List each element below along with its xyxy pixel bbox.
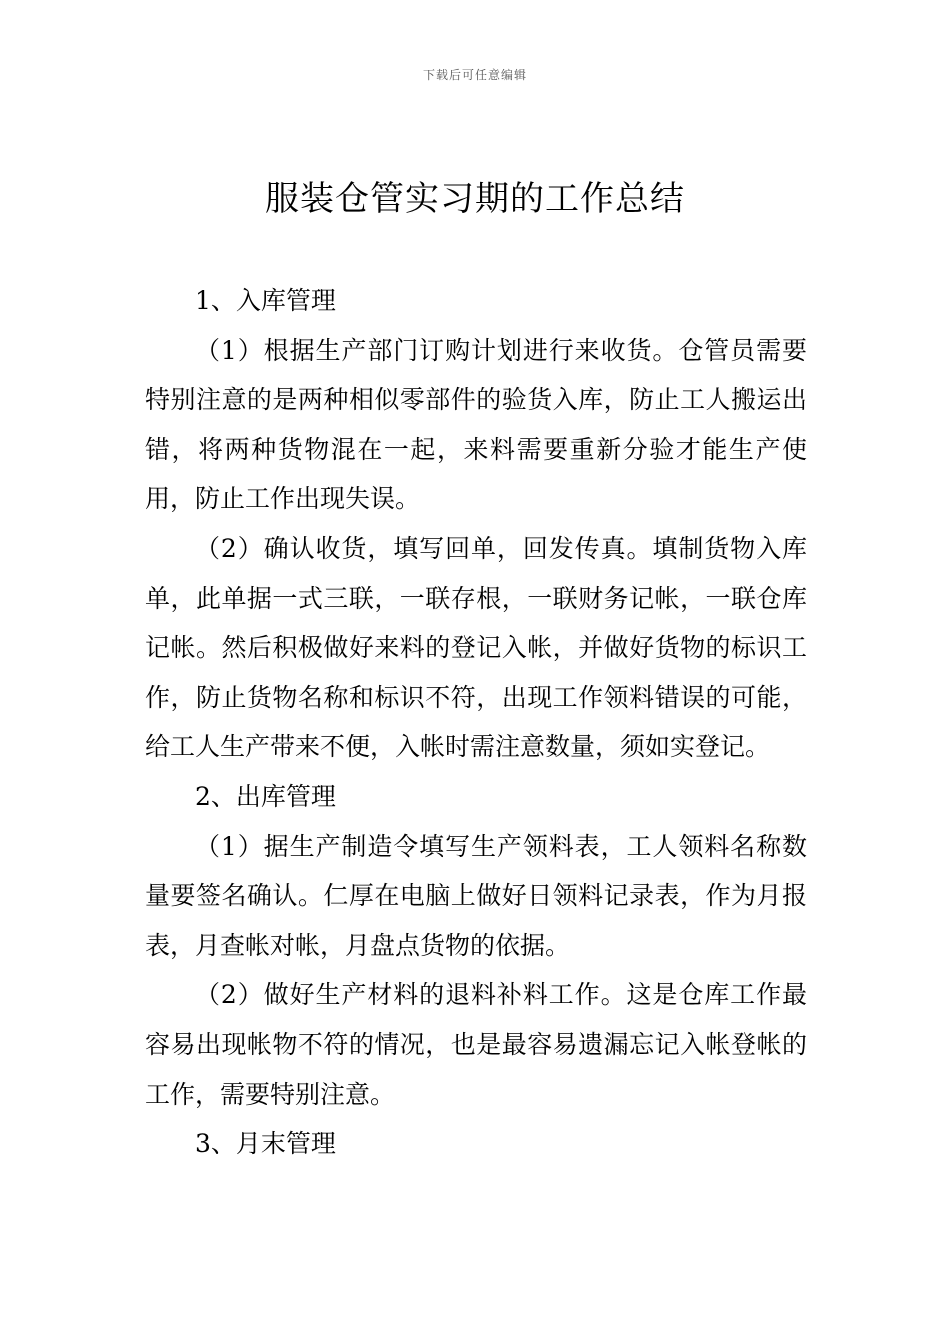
document-body bbox=[145, 276, 807, 1169]
section-heading-outbound: 2、出库管理 bbox=[195, 781, 336, 811]
paragraph-inbound-2: （2）确认收货，填写回单，回发传真。填制货物入库单，此单据一式三联，一联存根，一联财务记帐，一联仓库记帐。然后积极做好来料的登记入帐，并做好货物的标识工作，防止货物名称和标识不符，出现工作领料错误的可能，给工人生产带来不便，入帐时需注意数量，须如实登记。 bbox=[145, 533, 807, 762]
document-title: 服装仓管实习期的工作总结 bbox=[265, 179, 685, 219]
section-heading-month-end: 3、月末管理 bbox=[195, 1129, 336, 1159]
paragraph-outbound-1: （1）据生产制造令填写生产领料表，工人领料名称数量要签名确认。仁厚在电脑上做好日领料记录表，作为月报表，月查帐对帐，月盘点货物的依据。 bbox=[145, 831, 807, 960]
paragraph-outbound-2: （2）做好生产材料的退料补料工作。这是仓库工作最容易出现帐物不符的情况，也是最容易遗漏忘记入帐登帐的工作，需要特别注意。 bbox=[145, 980, 807, 1109]
section-heading-inbound: 1、入库管理 bbox=[195, 286, 336, 315]
header-watermark: 下载后可任意编辑 bbox=[422, 68, 527, 82]
paragraph-inbound-1: （1）根据生产部门订购计划进行来收货。仓管员需要特别注意的是两种相似零部件的验货入库，防止工人搬运出错，将两种货物混在一起，来料需要重新分验才能生产使用，防止工作出现失误。 bbox=[145, 335, 807, 514]
